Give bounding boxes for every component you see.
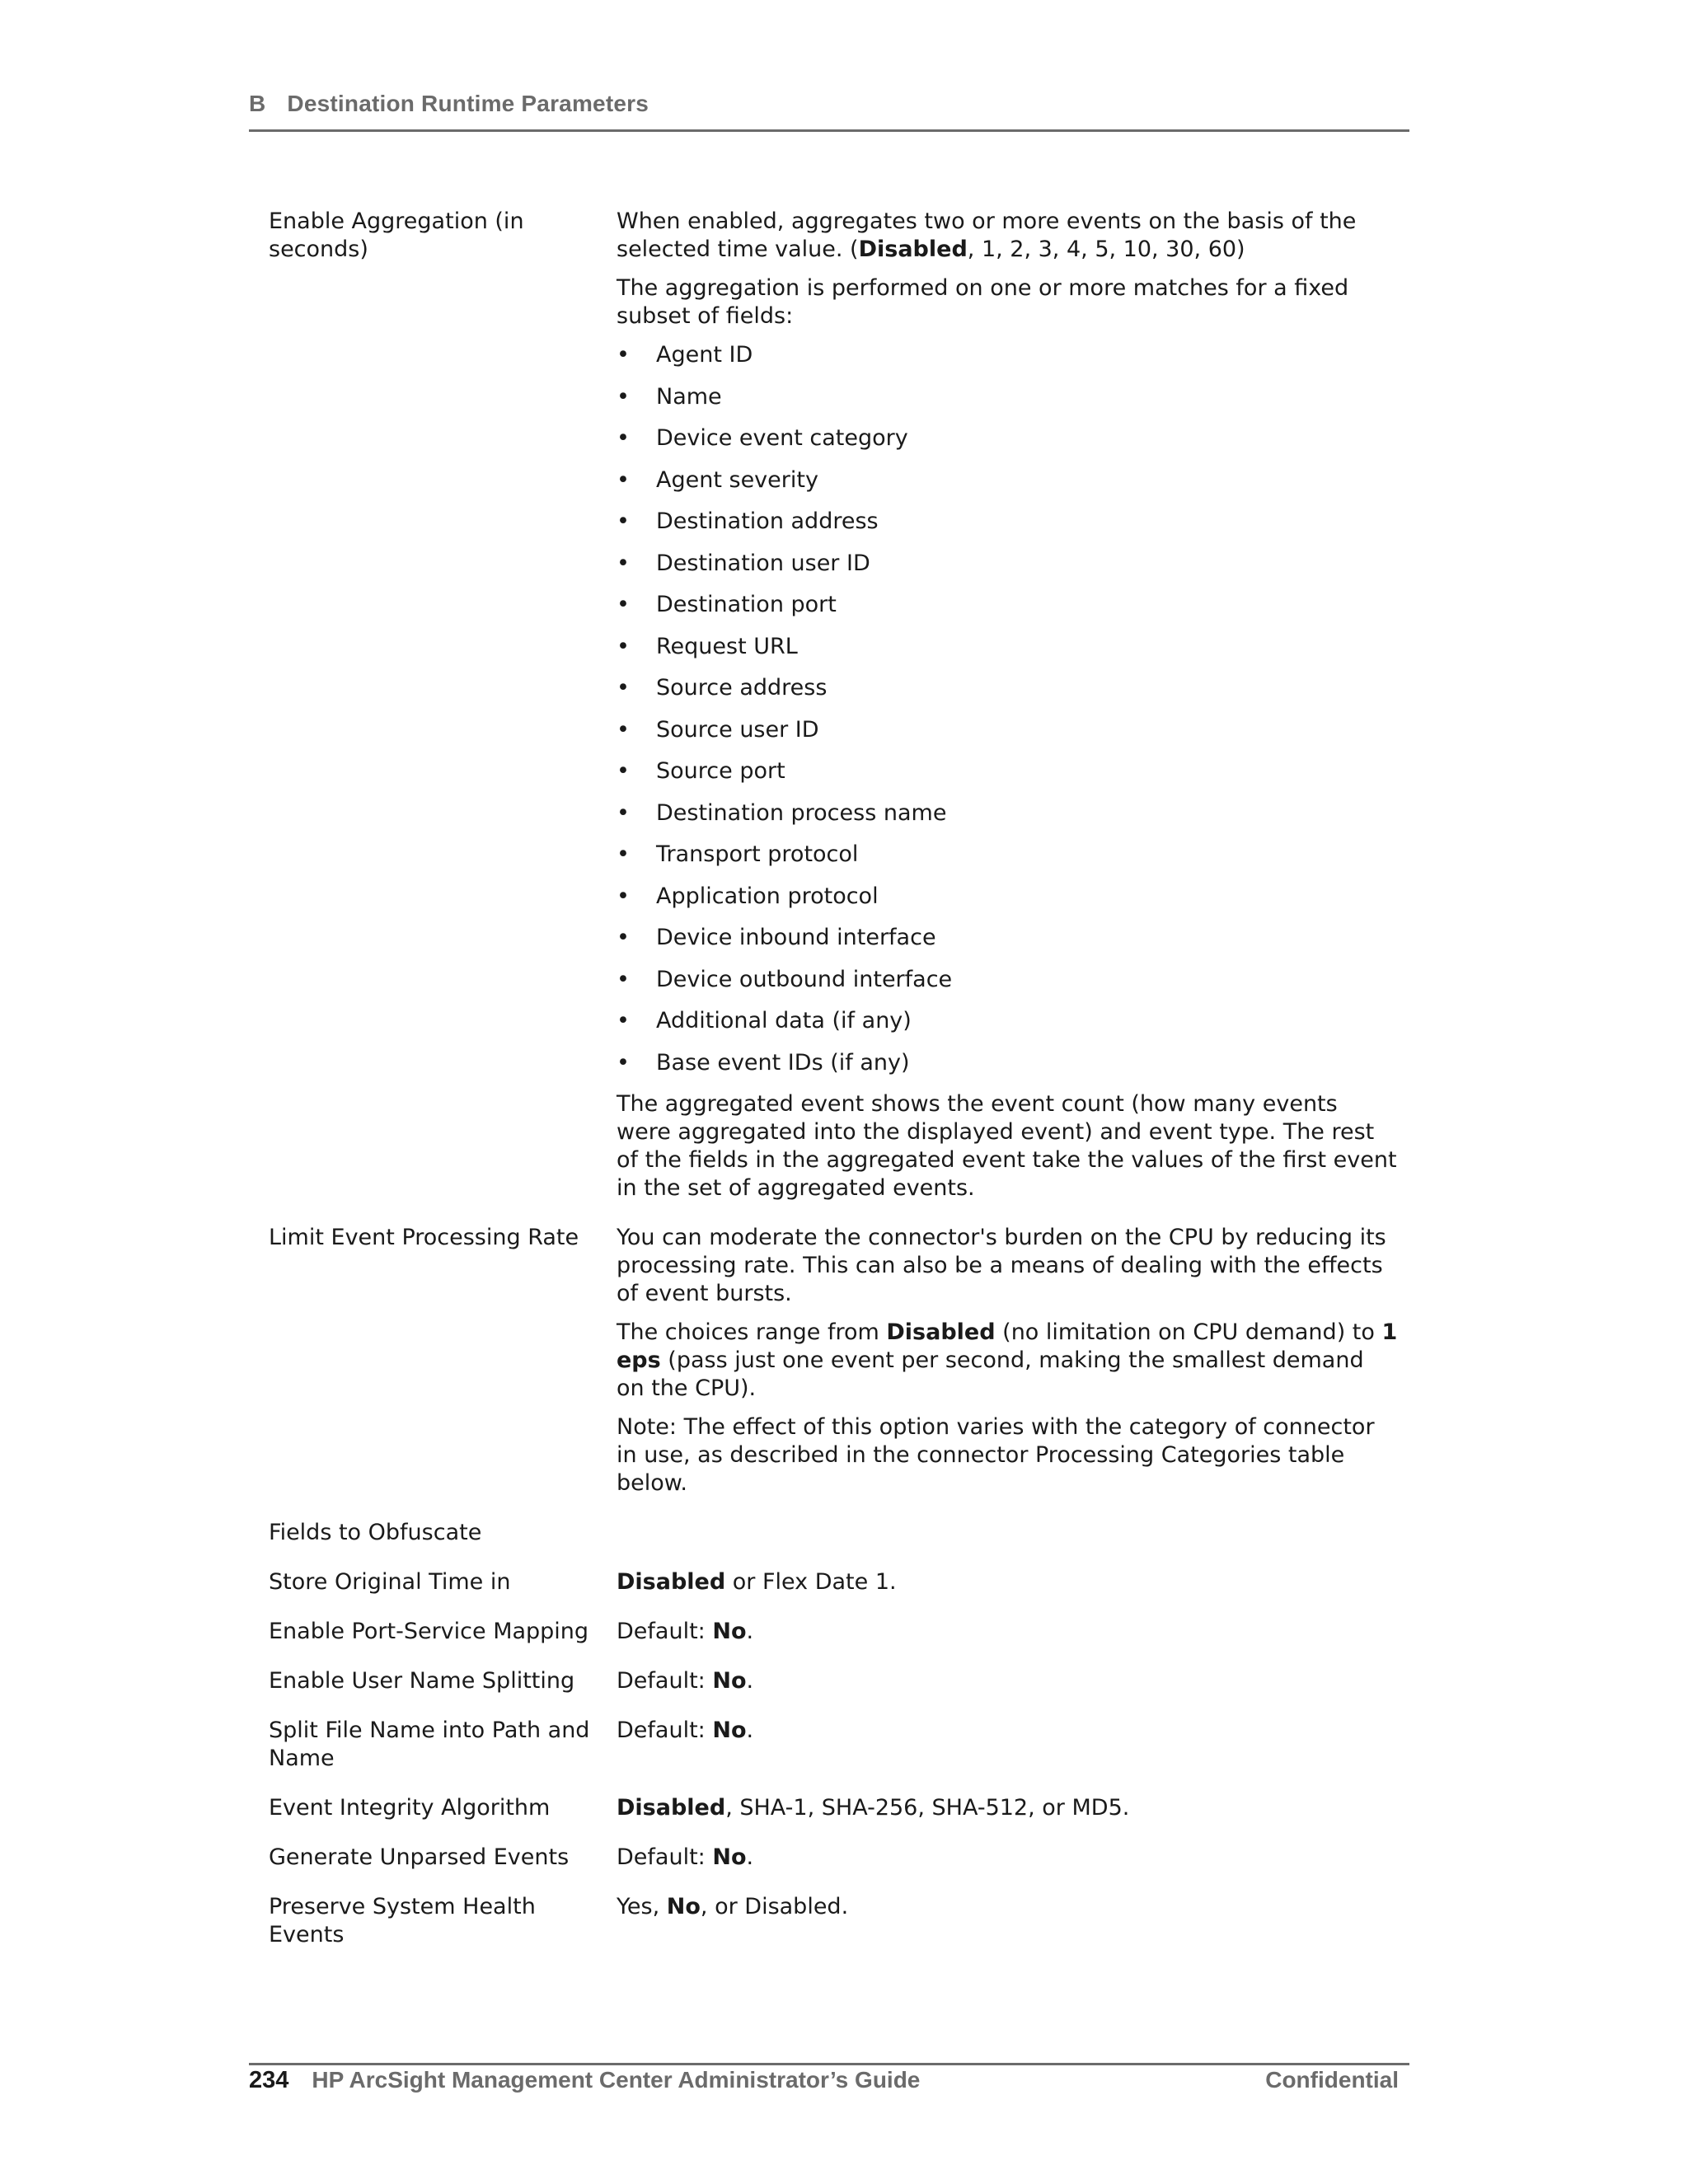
list-item [617, 383, 1398, 411]
confidential-label: Confidential [1265, 2067, 1399, 2093]
list-item [617, 1049, 1398, 1077]
bold-text: No [712, 1668, 747, 1694]
list-item-text: Agent ID [656, 342, 753, 368]
parameter-description [617, 1717, 1398, 1773]
bold-text: 1 eps [617, 1319, 1398, 1373]
parameter-description [617, 1568, 1398, 1596]
list-item [617, 966, 1398, 994]
list-item-text: Destination process name [656, 799, 947, 826]
bold-text: Disabled [886, 1319, 996, 1345]
text-run: Default: [617, 1718, 713, 1743]
table-row [269, 1794, 1398, 1822]
list-item [617, 757, 1398, 785]
description-paragraph [617, 1090, 1398, 1202]
parameter-name: Limit Event Processing Rate [269, 1225, 579, 1250]
parameter-name: Enable User Name Splitting [269, 1668, 575, 1694]
text-run: . [746, 1619, 754, 1644]
description-paragraph [617, 1844, 1398, 1872]
table-row [269, 1667, 1398, 1695]
list-item-text: Request URL [656, 633, 798, 659]
bullet-icon: • [617, 883, 630, 909]
text-run: , 1, 2, 3, 4, 5, 10, 30, 60) [967, 237, 1245, 262]
text-run: Note: The effect of this option varies with the category of connector in use, as described in the connector Processing Categories table below. [617, 1414, 1375, 1496]
parameter-description [617, 208, 1398, 1202]
description-paragraph [617, 274, 1398, 330]
table-row [269, 1717, 1398, 1773]
description-paragraph [617, 1319, 1398, 1403]
parameter-description [617, 1618, 1398, 1646]
parameter-description [617, 1667, 1398, 1695]
parameter-description [617, 1844, 1398, 1872]
list-item [617, 466, 1398, 494]
text-run: When enabled, aggregates two or more events on the basis of the selected time value. ( [617, 209, 1357, 262]
bullet-icon: • [617, 841, 630, 867]
text-run: The choices range from [617, 1319, 887, 1345]
bullet-icon: • [617, 758, 630, 784]
description-paragraph [617, 208, 1398, 264]
bullet-icon: • [617, 966, 630, 992]
parameter-description [617, 1519, 1398, 1547]
list-item [617, 341, 1398, 369]
description-paragraph [617, 1618, 1398, 1646]
bold-text: No [712, 1718, 747, 1743]
text-run: Yes, [617, 1894, 667, 1919]
bullet-icon: • [617, 716, 630, 743]
description-paragraph [617, 1667, 1398, 1695]
bold-text: No [712, 1844, 747, 1870]
bullet-icon: • [617, 633, 630, 659]
list-item [617, 550, 1398, 578]
bullet-icon: • [617, 1049, 630, 1076]
list-item-text: Destination address [656, 509, 879, 534]
description-paragraph [617, 1717, 1398, 1745]
footer-rule [249, 2063, 1409, 2065]
text-run: Default: [617, 1844, 713, 1870]
bullet-icon: • [617, 383, 630, 410]
table-row [269, 1224, 1398, 1497]
parameter-table [269, 208, 1398, 1971]
table-row [269, 1893, 1398, 1949]
list-item-text: Transport protocol [656, 841, 859, 867]
parameter-name: Enable Port-Service Mapping [269, 1619, 589, 1644]
table-row [269, 1568, 1398, 1596]
bullet-icon: • [617, 1008, 630, 1033]
list-item [617, 424, 1398, 452]
text-run: . [746, 1668, 754, 1694]
text-run: or Flex Date 1. [725, 1569, 897, 1595]
bullet-icon: • [617, 342, 630, 368]
description-paragraph [617, 1413, 1398, 1497]
appendix-letter: B [249, 91, 266, 116]
list-item-text: Device event category [656, 425, 908, 451]
table-row [269, 208, 1398, 1202]
list-item [617, 1007, 1398, 1035]
bullet-icon: • [617, 592, 630, 617]
bold-text: Disabled [858, 237, 968, 262]
text-run: The aggregation is performed on one or more matches for a fixed subset of fields: [617, 275, 1349, 329]
parameter-name: Split File Name into Path and Name [269, 1718, 590, 1771]
list-item-text: Source port [656, 758, 785, 784]
description-paragraph [617, 1794, 1398, 1822]
text-run: , or Disabled. [700, 1894, 849, 1919]
description-paragraph [617, 1893, 1398, 1921]
parameter-name: Event Integrity Algorithm [269, 1795, 551, 1821]
page-number: 234 [249, 2067, 289, 2093]
table-row [269, 1618, 1398, 1646]
parameter-name: Store Original Time in [269, 1569, 511, 1595]
list-item [617, 674, 1398, 702]
list-item [617, 716, 1398, 744]
list-item-text: Device inbound interface [656, 925, 936, 950]
parameter-name: Enable Aggregation (in seconds) [269, 209, 524, 262]
list-item [617, 799, 1398, 827]
text-run: (pass just one event per second, making the smallest demand on the CPU). [617, 1347, 1364, 1401]
bold-text: Disabled [617, 1795, 726, 1821]
text-run: You can moderate the connector's burden on the CPU by reducing its processing rate. This can also be a means of dealing with the effects of event bursts. [617, 1225, 1386, 1306]
table-row [269, 1844, 1398, 1872]
parameter-name: Fields to Obfuscate [269, 1520, 482, 1545]
list-item-text: Base event IDs (if any) [656, 1049, 910, 1076]
list-item [617, 633, 1398, 661]
bold-text: No [712, 1619, 747, 1644]
text-run: The aggregated event shows the event count (how many events were aggregated into the displayed event) and event type. The rest of the fields in the aggregated event take the values of the first event in the set of aggregated events. [617, 1091, 1397, 1201]
list-item-text: Agent severity [656, 466, 818, 493]
guide-title: HP ArcSight Management Center Administrator’s Guide [312, 2067, 921, 2093]
bullet-icon: • [617, 925, 630, 950]
running-footer [249, 2067, 1399, 2094]
list-item [617, 591, 1398, 619]
parameter-description [617, 1794, 1398, 1822]
list-item-text: Additional data (if any) [656, 1008, 912, 1033]
text-run: . [746, 1718, 754, 1743]
parameter-name: Preserve System Health Events [269, 1894, 536, 1947]
list-item [617, 841, 1398, 869]
field-list [617, 341, 1398, 1077]
bullet-icon: • [617, 509, 630, 534]
list-item-text: Source address [656, 675, 828, 701]
parameter-name: Generate Unparsed Events [269, 1844, 570, 1870]
running-header [249, 91, 1409, 117]
description-paragraph [617, 1568, 1398, 1596]
list-item [617, 924, 1398, 952]
list-item-text: Device outbound interface [656, 966, 953, 992]
list-item-text: Destination port [656, 592, 837, 617]
text-run: (no limitation on CPU demand) to [995, 1319, 1382, 1345]
text-run: . [746, 1844, 754, 1870]
list-item [617, 508, 1398, 536]
list-item-text: Source user ID [656, 716, 819, 743]
header-rule [249, 129, 1409, 132]
text-run: Default: [617, 1619, 713, 1644]
parameter-description [617, 1224, 1398, 1497]
parameter-description [617, 1893, 1398, 1949]
bullet-icon: • [617, 425, 630, 451]
list-item-text: Application protocol [656, 883, 879, 909]
text-run: Default: [617, 1668, 713, 1694]
bold-text: No [666, 1894, 701, 1919]
list-item-text: Name [656, 383, 722, 410]
list-item [617, 883, 1398, 911]
bullet-icon: • [617, 799, 630, 826]
table-row [269, 1519, 1398, 1547]
text-run: , SHA-1, SHA-256, SHA-512, or MD5. [725, 1795, 1130, 1821]
bullet-icon: • [617, 466, 630, 493]
bullet-icon: • [617, 675, 630, 701]
appendix-title: Destination Runtime Parameters [287, 91, 649, 116]
bold-text: Disabled [617, 1569, 726, 1595]
description-paragraph [617, 1224, 1398, 1308]
bullet-icon: • [617, 550, 630, 576]
list-item-text: Destination user ID [656, 550, 870, 576]
